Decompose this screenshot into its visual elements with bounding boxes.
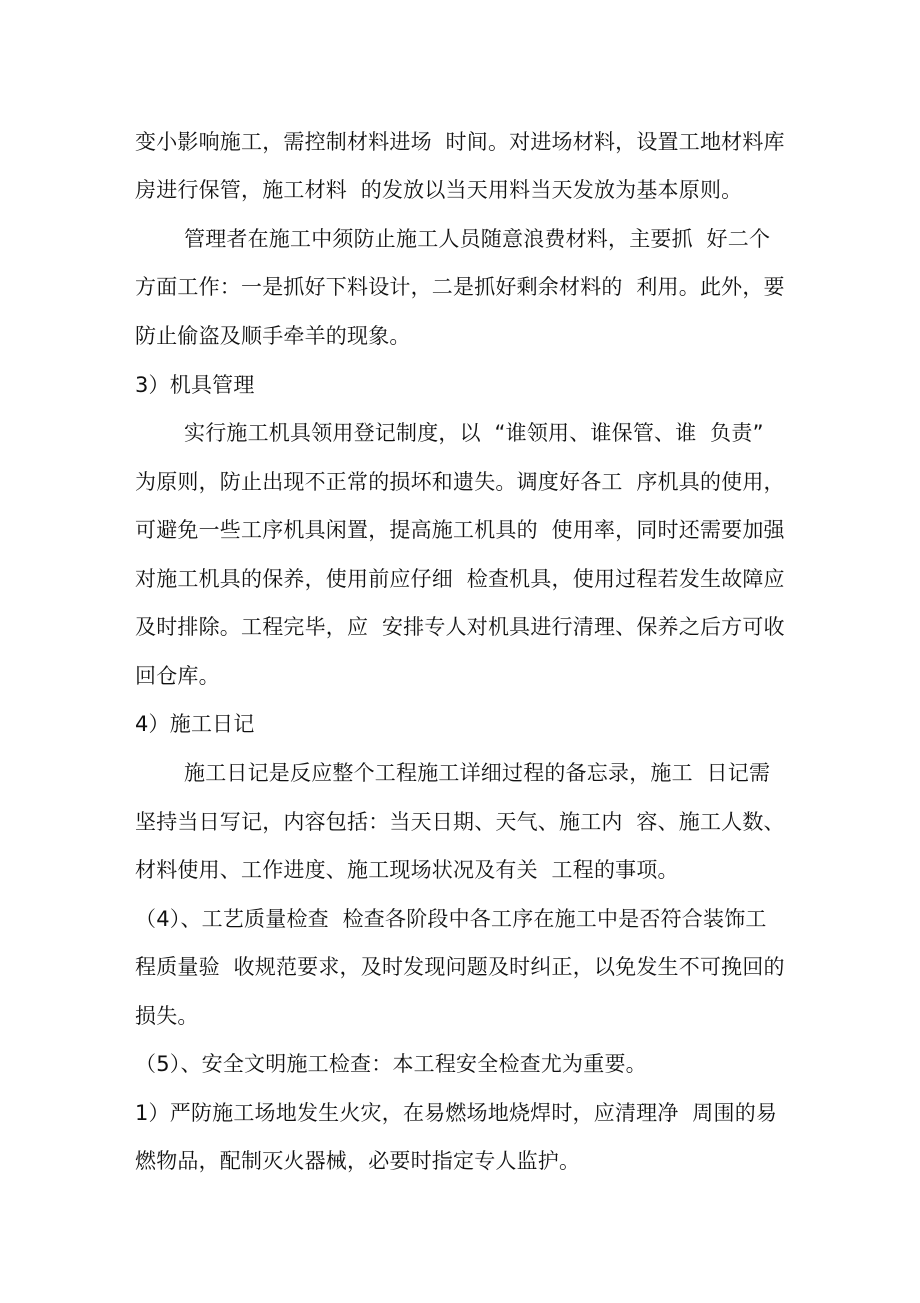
text-line: 及时排除。工程完毕，应 安排专人对机具进行清理、保养之后方可收 (135, 615, 785, 639)
section-heading: 3）机具管理 (135, 373, 255, 397)
paragraph-start-line: 管理者在施工中须防止施工人员随意浪费材料，主要抓 好二个 (184, 227, 771, 251)
text-line: 损失。 (135, 1004, 199, 1028)
text-line: 1）严防施工场地发生火灾，在易燃场地烧焊时，应清理净 周围的易 (135, 1101, 778, 1125)
text-line: 为原则，防止出现不正常的损坏和遗失。调度好各工 序机具的使用， (135, 470, 785, 494)
text-line: 可避免一些工序机具闲置，提高施工机具的 使用率，同时还需要加强 (135, 518, 785, 542)
section-heading: 4）施工日记 (135, 712, 255, 736)
paragraph-start-line: 实行施工机具领用登记制度，以 “谁领用、谁保管、谁 负责” (184, 421, 764, 445)
text-line: 材料使用、工作进度、施工现场状况及有关 工程的事项。 (135, 858, 679, 882)
paragraph-start-line: 施工日记是反应整个工程施工详细过程的备忘录，施工 日记需 (184, 761, 771, 785)
text-line: 回仓库。 (135, 664, 220, 688)
text-line: 房进行保管，施工材料 的发放以当天用料当天发放为基本原则。 (135, 178, 743, 202)
text-line: 程质量验 收规范要求，及时发现问题及时纠正，以免发生不可挽回的 (135, 955, 785, 979)
text-line: 方面工作：一是抓好下料设计，二是抓好剩余材料的 利用。此外，要 (135, 275, 785, 299)
section-heading: （5）、安全文明施工检查：本工程安全检查尤为重要。 (135, 1052, 647, 1076)
text-line: 变小影响施工，需控制材料进场 时间。对进场材料，设置工地材料库 (135, 130, 785, 154)
text-line: 坚持当日写记，内容包括：当天日期、天气、施工内 容、施工人数、 (135, 810, 785, 834)
text-line: 燃物品，配制灭火器械，必要时指定专人监护。 (135, 1149, 581, 1173)
text-line: 防止偷盗及顺手牵羊的现象。 (135, 324, 411, 348)
text-line: 对施工机具的保养，使用前应仔细 检查机具，使用过程若发生故障应 (135, 567, 785, 591)
section-heading: （4）、工艺质量检查 检查各阶段中各工序在施工中是否符合装饰工 (135, 907, 767, 931)
